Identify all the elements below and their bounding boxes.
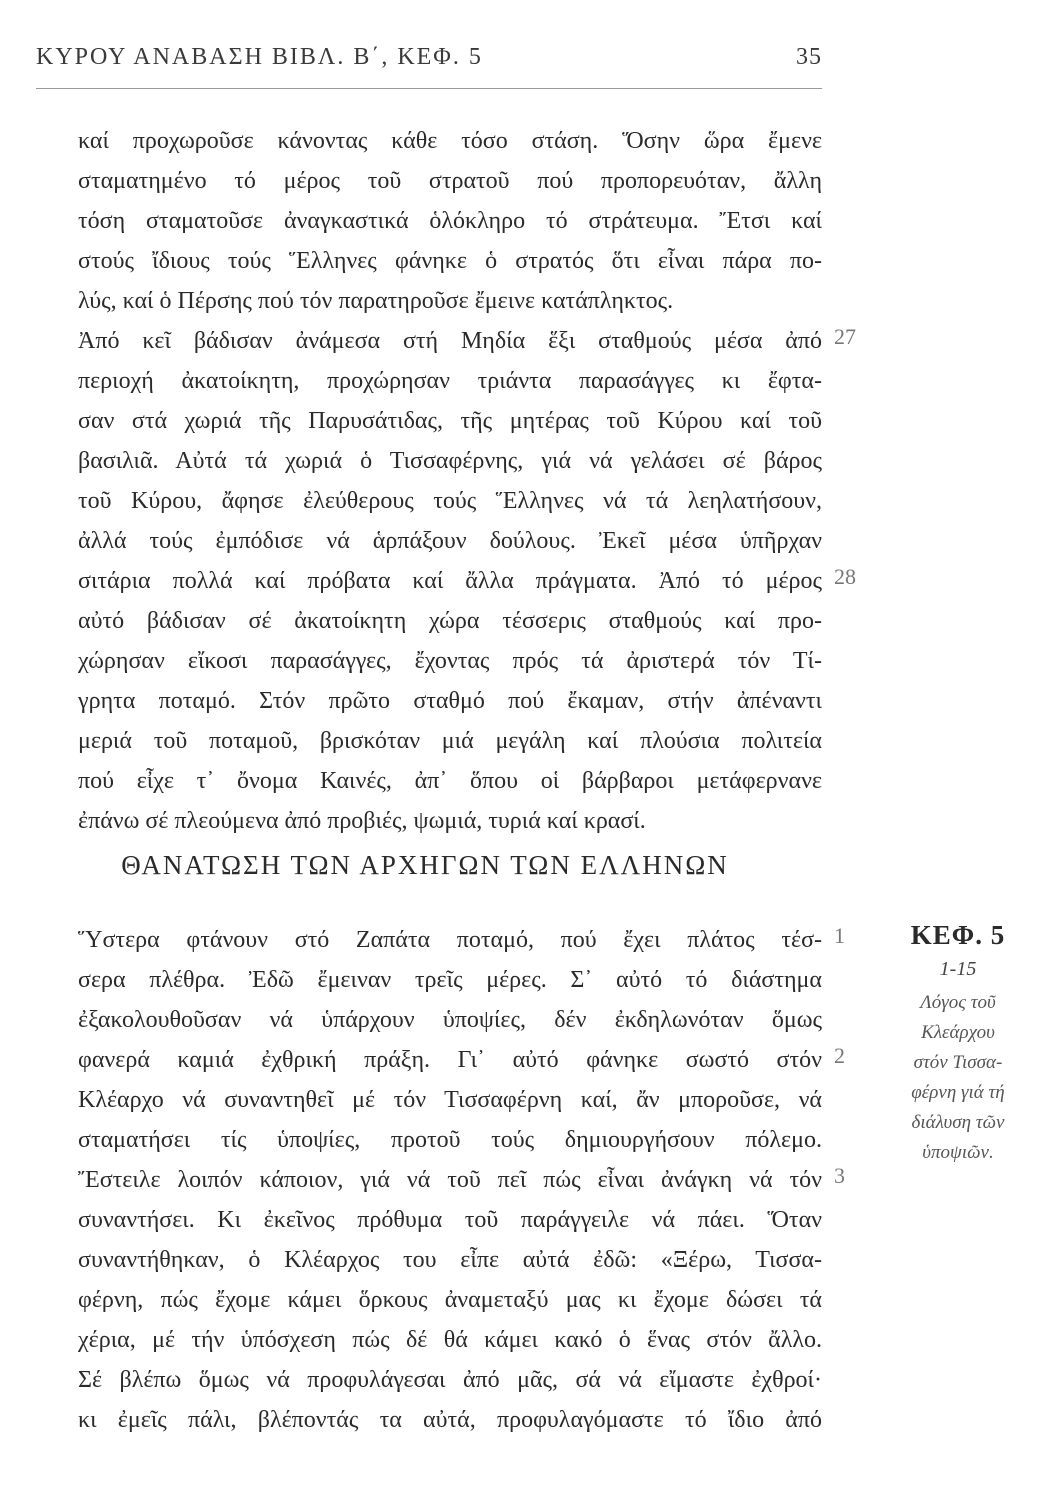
text-line: καί προχωροῦσε κάνοντας κάθε τόσο στάση. Ὅσην ὥρα ἔμενε (78, 128, 822, 154)
text-line: Ἀπό κεῖ βάδισαν ἀνάμεσα στή Μηδία ἕξι σταθμούς μέσα ἀπό (78, 328, 822, 354)
margin-section-number: 2 (834, 1043, 845, 1068)
text-line: σαν στά χωριά τῆς Παρυσάτιδας, τῆς μητέρας τοῦ Κύρου καί τοῦ (78, 408, 822, 434)
text-line: ἐπάνω σέ πλεούμενα ἀπό προβιές, ψωμιά, τυριά καί κρασί. (78, 808, 646, 834)
text-line: Κλέαρχο νά συναντηθεῖ μέ τόν Τισσαφέρνη καί, ἄν μποροῦσε, νά (78, 1087, 822, 1113)
text-line: πού εἶχε τ᾽ ὄνομα Καινές, ἀπ᾽ ὅπου οἱ βάρβαροι μετάφερνανε (78, 768, 822, 794)
text-line: Ἔστειλε λοιπόν κάποιον, γιά νά τοῦ πεῖ πώς εἶναι ἀνάγκη νά τόν (78, 1167, 822, 1193)
margin-section-number: 28 (834, 564, 856, 589)
margin-section-number: 27 (834, 324, 856, 349)
sidenote-line: Λόγος τοῦ (920, 992, 996, 1013)
margin-section-number: 1 (834, 923, 845, 948)
margin-section-number: 3 (834, 1163, 845, 1188)
text-line: τόση σταματοῦσε ἀναγκαστικά ὁλόκληρο τό στράτευμα. Ἔτσι καί (78, 208, 822, 234)
sidenote-line: διάλυση τῶν (911, 1112, 1005, 1133)
text-line: συναντήσει. Κι ἐκεῖνος πρόθυμα τοῦ παράγγειλε νά πάει. Ὅταν (78, 1207, 822, 1233)
text-line: βασιλιᾶ. Αὐτά τά χωριά ὁ Τισσαφέρνης, γιά νά γελάσει σέ βάρος (78, 448, 822, 474)
text-line: σιτάρια πολλά καί πρόβατα καί ἄλλα πράγματα. Ἀπό τό μέρος (78, 568, 822, 594)
running-title: ΚΥΡΟΥ ΑΝΑΒΑΣΗ ΒΙΒΛ. Β΄, ΚΕΦ. 5 (36, 44, 483, 70)
text-line: γρητα ποταμό. Στόν πρῶτο σταθμό πού ἔκαμαν, στήν ἀπέναντι (78, 688, 822, 714)
sidenote-line: ὑποψιῶν. (922, 1142, 994, 1163)
text-line: κι ἐμεῖς πάλι, βλέποντάς τα αὐτά, προφυλαγόμαστε τό ἴδιο ἀπό (78, 1407, 822, 1433)
text-line: αὐτό βάδισαν σέ ἀκατοίκητη χώρα τέσσερις σταθμούς καί προ- (78, 608, 822, 634)
running-header (36, 44, 822, 84)
text-line: ἀλλά τούς ἐμπόδισε νά ἁρπάξουν δούλους. Ἐκεῖ μέσα ὑπῆρχαν (78, 528, 822, 554)
sidenote-line: στόν Τισσα- (913, 1052, 1003, 1073)
text-line: χέρια, μέ τήν ὑπόσχεση πώς δέ θά κάμει κακό ὁ ἕνας στόν ἄλλο. (78, 1327, 822, 1353)
text-line: Σέ βλέπω ὅμως νά προφυλάγεσαι ἀπό μᾶς, σά νά εἴμαστε ἐχθροί· (78, 1367, 822, 1393)
sidenote-line: φέρνη γιά τή (911, 1082, 1005, 1103)
text-line: σταματημένο τό μέρος τοῦ στρατοῦ πού προπορευόταν, ἄλλη (78, 168, 822, 194)
text-line: φέρνη, πώς ἔχομε κάμει ὅρκους ἀναμεταξύ μας κι ἔχομε δώσει τά (78, 1287, 822, 1313)
text-line: συναντήθηκαν, ὁ Κλέαρχος του εἶπε αὐτά ἐδῶ: «Ξέρω, Τισσα- (78, 1247, 822, 1273)
text-line: τοῦ Κύρου, ἄφησε ἐλεύθερους τούς Ἕλληνες νά τά λεηλατήσουν, (78, 488, 822, 514)
text-line: σερα πλέθρα. Ἐδῶ ἔμειναν τρεῖς μέρες. Σ᾽ αὐτό τό διάστημα (78, 967, 822, 993)
sidenote-range: 1-15 (939, 958, 977, 980)
section-heading: ΘΑΝΑΤΩΣΗ ΤΩΝ ΑΡΧΗΓΩΝ ΤΩΝ ΕΛΛΗΝΩΝ (121, 850, 729, 880)
sidenote-line: Κλεάρχου (921, 1022, 995, 1043)
text-line: στούς ἴδιους τούς Ἕλληνες φάνηκε ὁ στρατός ὅτι εἶναι πάρα πο- (78, 248, 822, 274)
text-line: λύς, καί ὁ Πέρσης πού τόν παρατηροῦσε ἔμεινε κατάπληκτος. (78, 288, 674, 314)
text-line: Ὕστερα φτάνουν στό Ζαπάτα ποταμό, πού ἔχει πλάτος τέσ- (78, 927, 822, 953)
header-rule (36, 88, 822, 89)
page-number: 35 (796, 44, 822, 70)
text-line: μεριά τοῦ ποταμοῦ, βρισκόταν μιά μεγάλη καί πλούσια πολιτεία (78, 728, 822, 754)
text-line: ἐξακολουθοῦσαν νά ὑπάρχουν ὑποψίες, δέν ἐκδηλωνόταν ὅμως (78, 1007, 822, 1033)
sidenote-chapter: ΚΕΦ. 5 (910, 920, 1006, 950)
text-line: φανερά καμιά ἐχθρική πράξη. Γι᾽ αὐτό φάνηκε σωστό στόν (78, 1047, 822, 1073)
text-line: περιοχή ἀκατοίκητη, προχώρησαν τριάντα παρασάγγες κι ἔφτα- (78, 368, 822, 394)
text-line: χώρησαν εἴκοσι παρασάγγες, ἔχοντας πρός τά ἀριστερά τόν Τί- (78, 648, 822, 674)
text-line: σταματήσει τίς ὑποψίες, προτοῦ τούς δημιουργήσουν πόλεμο. (78, 1127, 822, 1153)
